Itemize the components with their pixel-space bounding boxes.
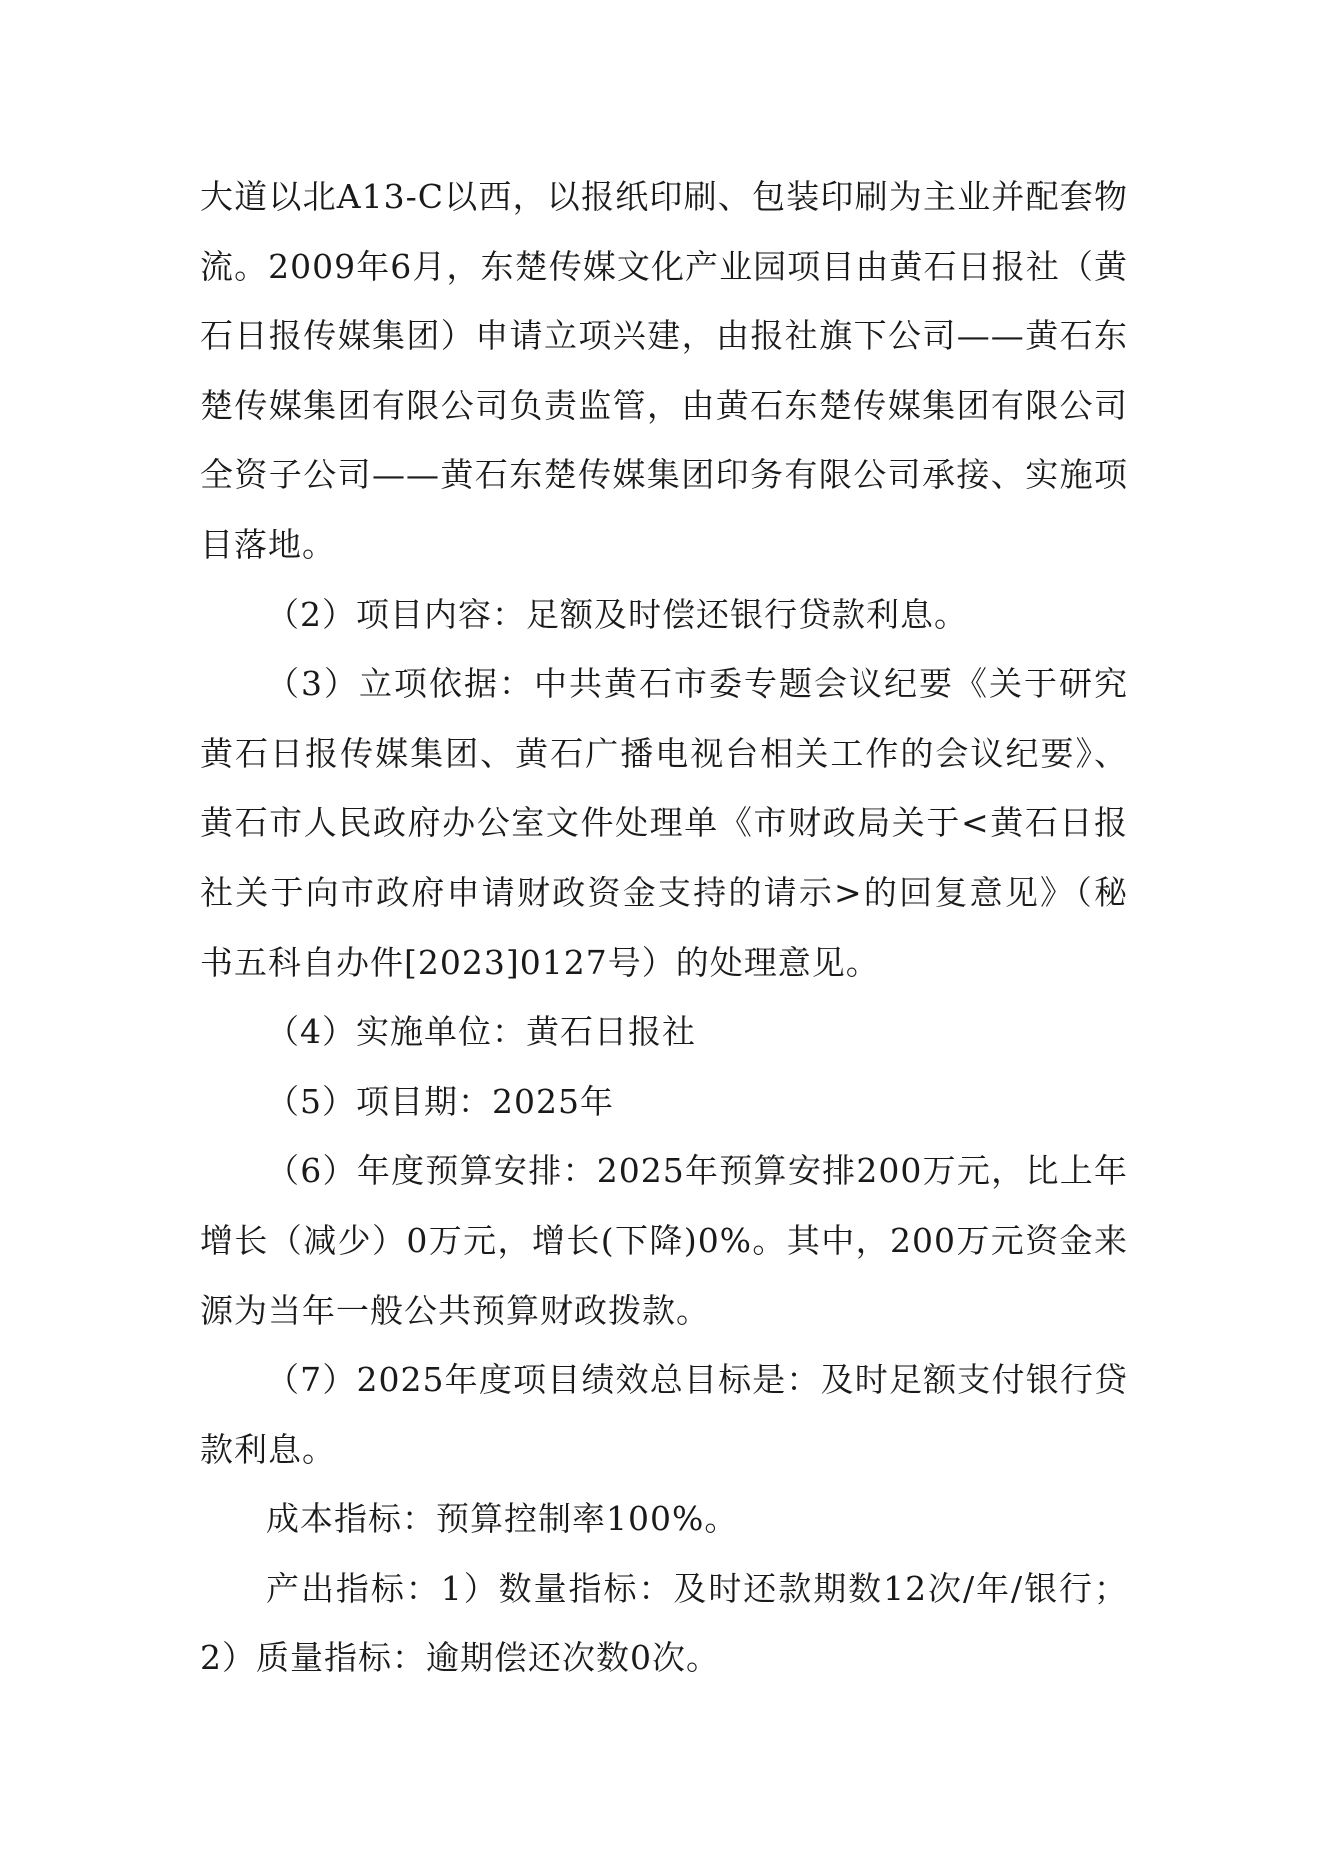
paragraph-project-content: （2）项目内容：足额及时偿还银行贷款利息。 xyxy=(266,594,968,634)
paragraph-output-indicator: 产出指标：1）数量指标：及时还款期数12次/年/银行；2）质量指标：逾期偿还次数0次。 xyxy=(200,1568,1128,1678)
paragraph-project-background: 大道以北A13-C以西，以报纸印刷、包装印刷为主业并配套物流。2009年6月，东楚传媒文化产业园项目由黄石日报社（黄石日报传媒集团）申请立项兴建，由报社旗下公司——黄石东楚传媒集团有限公司负责监管，由黄石东楚传媒集团有限公司全资子公司——黄石东楚传媒集团印务有限公司承接、实施项目落地。 xyxy=(200,177,1128,564)
paragraph-annual-budget: （6）年度预算安排：2025年预算安排200万元，比上年增长（减少）0万元，增长(下降)0%。其中，200万元资金来源为当年一般公共预算财政拨款。 xyxy=(200,1151,1128,1330)
paragraph-implementing-unit: （4）实施单位：黄石日报社 xyxy=(266,1012,696,1052)
paragraph-project-period: （5）项目期：2025年 xyxy=(266,1081,614,1121)
paragraph-performance-goal: （7）2025年度项目绩效总目标是：及时足额支付银行贷款利息。 xyxy=(200,1360,1128,1469)
paragraph-cost-indicator: 成本指标：预算控制率100%。 xyxy=(266,1499,739,1539)
document-body xyxy=(200,162,1128,1693)
paragraph-project-basis: （3）立项依据：中共黄石市委专题会议纪要《关于研究黄石日报传媒集团、黄石广播电视台相关工作的会议纪要》、黄石市人民政府办公室文件处理单《市财政局关于<黄石日报社关于向市政府申请财政资金支持的请示>的回复意见》（秘书五科自办件[2023]0127号）的处理意见。 xyxy=(200,664,1128,982)
